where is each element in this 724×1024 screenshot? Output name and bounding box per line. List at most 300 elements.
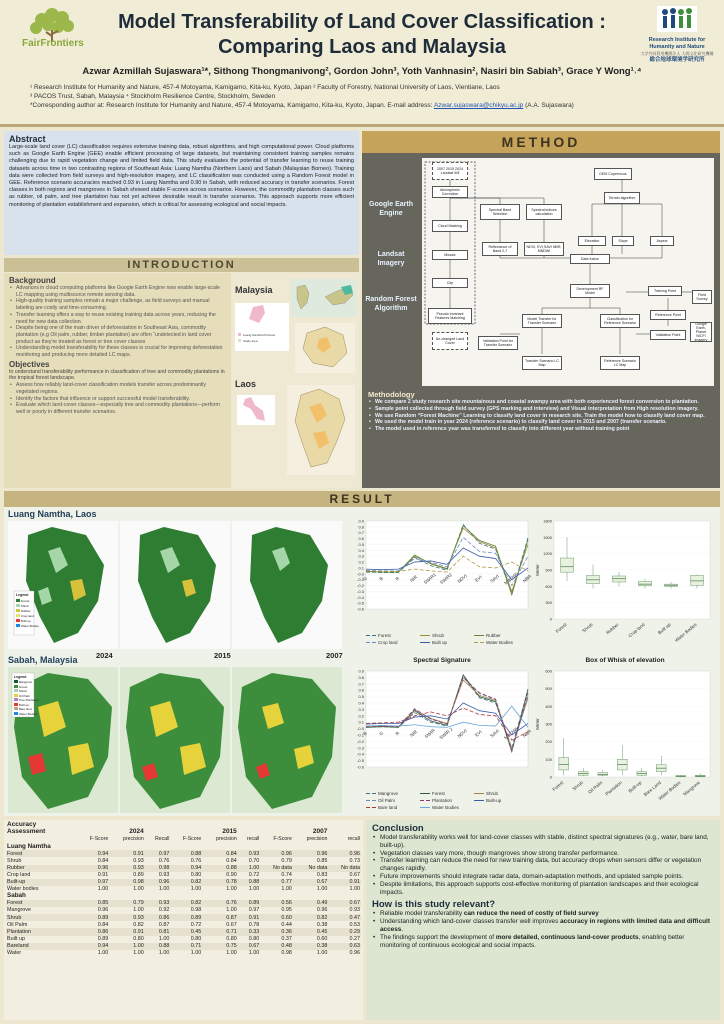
table-cell: 0.88 bbox=[158, 942, 170, 949]
table-cell: 0.86 bbox=[158, 914, 170, 921]
table-cell bbox=[77, 829, 109, 836]
flow-box-reference-map: Reference Scenario LC Map bbox=[600, 356, 640, 370]
table-row bbox=[6, 914, 361, 921]
table-cell: 0.85 bbox=[97, 900, 109, 907]
x-tick-label: SAVI bbox=[489, 728, 501, 739]
y-tick-label: 1800 bbox=[543, 518, 552, 524]
corresponding-text: *Corresponding author at: Research Institute for Humanity and Nature, 457-4 Motoyama, Kamigamo, Kita-ku, Kyoto, Japan. E-mail address: bbox=[30, 102, 433, 109]
table-cell: 0.67 bbox=[316, 879, 328, 886]
x-tick-label: G bbox=[362, 575, 368, 582]
table-cell: 0.80 bbox=[248, 935, 260, 942]
table-cell: 0.93 bbox=[133, 864, 144, 871]
table-cell: 0.63 bbox=[349, 942, 360, 949]
relevance-heading: How is this study relevant? bbox=[372, 899, 495, 911]
objective-item: • Assess how reliably land-cover classification models transfer across predominantly vegetated regions. bbox=[9, 382, 226, 395]
legend-forest: Forest bbox=[14, 685, 39, 690]
sabah-location-map bbox=[235, 303, 289, 351]
sabah-legend bbox=[14, 680, 39, 716]
table-cell: 0.96 bbox=[316, 907, 328, 914]
table-cell: 0.73 bbox=[349, 857, 360, 864]
table-cell: F-Score bbox=[182, 836, 202, 843]
accuracy-table-section bbox=[4, 820, 363, 1020]
legend-label: Oil Palm bbox=[378, 798, 396, 803]
legend-crop-land: Crop land bbox=[16, 614, 39, 619]
y-tick-label: -0.3 bbox=[357, 745, 364, 751]
legend-water: Water Bodies bbox=[16, 624, 39, 629]
table-cell: 1.00 bbox=[226, 949, 237, 956]
table-cell: 0.45 bbox=[190, 928, 202, 935]
y-tick-label: 0.6 bbox=[358, 536, 364, 542]
table-cell: No data bbox=[341, 864, 360, 871]
legend-label: Plantation bbox=[432, 798, 453, 803]
x-tick-label: Shrub bbox=[571, 779, 584, 792]
x-tick-label: EVI bbox=[474, 574, 483, 583]
x-tick-label: NBR bbox=[521, 573, 533, 584]
table-cell: 0.91 bbox=[248, 914, 260, 921]
laos-legend bbox=[16, 599, 39, 629]
table-cell: 0.98 bbox=[158, 864, 170, 871]
table-cell: 0.85 bbox=[316, 857, 328, 864]
y-tick-label: 0.8 bbox=[358, 674, 364, 680]
table-cell: 0.93 bbox=[133, 857, 144, 864]
table-cell: 0.93 bbox=[349, 907, 360, 914]
y-tick-label: -0.3 bbox=[357, 588, 364, 594]
table-cell: 0.95 bbox=[281, 907, 292, 914]
table-cell: 1.00 bbox=[97, 949, 109, 956]
y-tick-label: 1200 bbox=[543, 551, 552, 557]
table-cell: 2024 bbox=[129, 828, 144, 836]
x-tick-label: G bbox=[378, 730, 385, 737]
table-cell: 0.67 bbox=[349, 900, 360, 907]
conclusion-list bbox=[372, 834, 714, 896]
x-tick-label: Bare Land bbox=[642, 779, 662, 798]
table-cell: 0.47 bbox=[349, 914, 360, 921]
method-section bbox=[362, 153, 720, 488]
table-cell: 0.79 bbox=[281, 857, 292, 864]
year-2007: 2007 bbox=[326, 651, 343, 660]
y-tick-label: 600 bbox=[545, 583, 552, 589]
flow-box-hires-imagery: Google Earth, Planet NICFI imagery bbox=[690, 322, 712, 342]
table-cell: 0.96 bbox=[316, 850, 328, 857]
legend-label: Crop land bbox=[378, 640, 398, 645]
laos-map-2015 bbox=[120, 521, 230, 649]
table-cell: 1.00 bbox=[248, 949, 260, 956]
table-cell: Water bbox=[7, 949, 22, 956]
flow-box-slope: Slope bbox=[612, 236, 634, 246]
table-row bbox=[6, 950, 361, 957]
y-tick-label: 400 bbox=[545, 703, 552, 709]
x-tick-label: NBR bbox=[521, 728, 533, 739]
objectives-list bbox=[9, 382, 226, 416]
y-tick-label: 0.7 bbox=[358, 681, 364, 687]
y-tick-label: -0.6 bbox=[357, 764, 364, 770]
fairfrontiers-tree-logo-icon bbox=[8, 6, 108, 68]
poster-header bbox=[0, 0, 724, 124]
x-tick-label: Rubber bbox=[605, 621, 620, 636]
y-tick-label: 0.4 bbox=[358, 700, 364, 706]
table-cell: 0.96 bbox=[349, 949, 360, 956]
laos-spectral-signature-chart bbox=[350, 515, 534, 655]
table-cell: 1.00 bbox=[133, 907, 144, 914]
sabah-results-heading: Sabah, Malaysia bbox=[8, 655, 78, 665]
legend-built-up: Built up bbox=[14, 703, 39, 708]
table-row bbox=[6, 879, 361, 886]
conclusion-item: • Despite limitations, this approach supports cost-effective monitoring of plantation landscapes and their ecological impacts. bbox=[372, 881, 714, 897]
table-cell: 0.80 bbox=[226, 935, 237, 942]
table-cell: Rubber bbox=[7, 864, 25, 871]
table-cell: 0.98 bbox=[281, 949, 292, 956]
conclusion-section bbox=[366, 820, 720, 1020]
y-tick-label: 0.6 bbox=[358, 687, 364, 693]
table-cell: 0.82 bbox=[190, 900, 202, 907]
plot-area bbox=[366, 521, 528, 609]
y-axis-label: Meter bbox=[535, 718, 540, 730]
rihn-line-1: Research Institute for bbox=[648, 37, 706, 43]
result-section bbox=[4, 507, 720, 816]
objectives-intro: to understand transferability performance in classification of tree and commodity plantations in the tropical forest landscape. bbox=[9, 368, 225, 382]
table-cell: 0.89 bbox=[133, 871, 144, 878]
table-cell: 0.96 bbox=[97, 864, 109, 871]
luang-namtha-map bbox=[287, 385, 355, 475]
legend-label: Bare land bbox=[378, 805, 398, 810]
legend-shrub: Shrub bbox=[16, 604, 39, 609]
table-cell: Recall bbox=[154, 836, 170, 843]
x-tick-label: EVI bbox=[474, 729, 483, 738]
flow-box-spectral-band: Spectral Band Selection bbox=[480, 204, 520, 220]
y-tick-label: 0.9 bbox=[358, 518, 364, 524]
email-link[interactable]: Azwar.sujaswara@chikyu.ac.jp bbox=[433, 102, 524, 109]
x-tick-label: Forest bbox=[554, 621, 568, 634]
table-cell: 0.44 bbox=[281, 921, 292, 928]
table-cell: 0.92 bbox=[158, 907, 170, 914]
table-cell bbox=[170, 829, 202, 836]
table-cell: Shrub bbox=[7, 857, 22, 864]
table-cell: 0.84 bbox=[226, 850, 237, 857]
table-cell: 1.00 bbox=[281, 886, 292, 893]
laos-map-2024 bbox=[8, 521, 118, 649]
y-tick-label: 0.3 bbox=[358, 553, 364, 559]
flow-box-model-transfer: Model Transfer for Transfer Scenario bbox=[522, 314, 562, 328]
title-line-1: Model Transferability of Land Cover Classification : bbox=[118, 11, 606, 33]
table-cell: 0.94 bbox=[97, 942, 109, 949]
table-cell: 1.00 bbox=[226, 907, 237, 914]
methodology-text bbox=[368, 390, 714, 433]
year-2015: 2015 bbox=[214, 651, 231, 660]
x-tick-label: B bbox=[378, 575, 384, 582]
table-cell: 0.90 bbox=[226, 871, 237, 878]
methodology-item: • We compare 2 study research site mountainous and coastal swampy area with both experienced forest conversion to plantation. bbox=[368, 399, 714, 406]
table-cell: 0.37 bbox=[281, 935, 292, 942]
study-area-maps bbox=[231, 273, 359, 488]
table-cell: 0.80 bbox=[190, 871, 202, 878]
y-tick-label: -0.2 bbox=[357, 583, 364, 589]
author-list: Azwar Azmillah Sujaswara¹*, Sithong Thongmanivong², Gordon John³, Yoth Vanhnasin², Nasiri bin Sabiah³, Grace Y Wong¹˒⁴ bbox=[82, 66, 642, 77]
x-tick-label: R bbox=[394, 575, 401, 582]
relevance-item: • Reliable model transferability can reduce the need of costly of field survey bbox=[372, 910, 714, 918]
table-cell: 0.93 bbox=[158, 871, 170, 878]
table-cell: 0.96 bbox=[97, 907, 109, 914]
sabah-map-2024 bbox=[8, 667, 118, 813]
laos-map-2007 bbox=[232, 521, 342, 649]
table-cell: 0.98 bbox=[133, 879, 144, 886]
table-cell: Luang Namtha bbox=[7, 842, 51, 850]
legend-forest: Forest bbox=[16, 599, 39, 604]
table-cell: 0.53 bbox=[349, 921, 360, 928]
table-row bbox=[6, 893, 361, 900]
x-tick-label: Forest bbox=[551, 779, 565, 792]
x-tick-label: Water Bodies bbox=[657, 779, 682, 802]
legend-label: Shrub bbox=[486, 791, 499, 796]
table-cell: 1.00 bbox=[158, 886, 170, 893]
background-item: • Understanding model transferability for these classes is crucial for improving deforestation monitoring and producing more detailed LC maps. bbox=[9, 345, 226, 358]
x-tick-label: Crop land bbox=[627, 621, 646, 639]
rihn-line-4: 総合地球環境学研究所 bbox=[649, 57, 705, 63]
relevance-item: • The findings support the development of more detailed, continuous land-cover products, enabling better monitoring of continuous ecological and social impacts. bbox=[372, 934, 714, 950]
table-cell: 0.29 bbox=[349, 928, 360, 935]
x-tick-label: Water Bodies bbox=[673, 621, 698, 644]
table-cell: 0.98 bbox=[190, 907, 202, 914]
rihn-logo bbox=[636, 6, 718, 64]
y-tick-label: -0.2 bbox=[357, 738, 364, 744]
y-tick-label: -0.0 bbox=[357, 726, 364, 732]
y-tick-label: 0.9 bbox=[358, 668, 364, 674]
x-tick-label: NDVI bbox=[456, 728, 468, 739]
relevance-item: • Understanding which land-cover classes transfer well improves accuracy in regions with limited data and difficult access. bbox=[372, 918, 714, 934]
table-cell: Built-up bbox=[7, 879, 26, 886]
rihn-line-2: Humanity and Nature bbox=[649, 44, 705, 50]
table-row bbox=[6, 843, 361, 850]
y-tick-label: 0.2 bbox=[358, 559, 364, 565]
method-band: METHOD bbox=[362, 131, 720, 153]
table-cell: 0.87 bbox=[158, 921, 170, 928]
legend-oil-palm: Oil Palm bbox=[14, 694, 39, 699]
y-tick-label: 1500 bbox=[543, 534, 552, 540]
y-tick-label: -0.6 bbox=[357, 606, 364, 612]
table-cell: 1.00 bbox=[133, 949, 144, 956]
table-cell: 0.83 bbox=[316, 871, 328, 878]
fairfrontiers-logo-text: FairFrontiers bbox=[22, 38, 84, 49]
flow-box-development-rf: Development RF Model bbox=[570, 284, 610, 298]
y-tick-label: -0.4 bbox=[357, 594, 364, 600]
flow-box-dem: DEM Copernicus bbox=[594, 168, 632, 180]
conclusion-item: • Future improvements should integrate radar data, domain-adaptation methods, and updated sample points. bbox=[372, 873, 714, 881]
x-tick-label: MNDWI bbox=[503, 571, 519, 586]
legend-label: Built up bbox=[432, 640, 448, 645]
table-cell: Forest bbox=[7, 850, 23, 857]
y-tick-label: -0.4 bbox=[357, 751, 364, 757]
table-cell: recall bbox=[246, 836, 260, 843]
map-legend-text: Study area bbox=[243, 339, 258, 343]
table-cell: 0.82 bbox=[316, 914, 328, 921]
table-cell: 0.33 bbox=[248, 928, 260, 935]
table-cell bbox=[260, 829, 293, 836]
flow-box-cloud-masking: Cloud Masking bbox=[432, 220, 468, 232]
table-cell: Oil Palm bbox=[7, 921, 28, 928]
methodology-list bbox=[368, 399, 714, 433]
box bbox=[691, 575, 704, 585]
y-tick-label: -0.1 bbox=[357, 577, 364, 583]
conclusion-heading: Conclusion bbox=[372, 823, 424, 834]
table-cell: No data bbox=[272, 864, 292, 871]
abstract-text: Large-scale land cover (LC) classification requires extensive training data, robust algorithms, and high computational power. Cloud platforms such as Google Earth Engine (GEE) enable efficient processing of large datasets, but maintaining consistent training samples remains challenging due to rapid vegetation change and limited field data. This study evaluates the potential of transfer learning to reuse training datasets across time in two contrasting regions of Southeast Asia: Luang Namtha (Northern Laos) and Sabah (Malaysian Borneo). Training data were collected from field surveys and high-resolution imagery, and LC classification was conducted using a Random Forest model in GEE. Reference scenario accuracies reached 0.93 in Luang Namtha and 0.90 in Sabah, with reduced accuracy in transfer scenarios. Forest classes in both regions and mangroves in Sabah showed stable F-scores across scenarios. However, the commodity plantation classes such as rubber, oil palm, and tree plantation has not yet achieve desirable result in transfer scenarios. This approach supports more efficient monitoring of plantation establishment and expansion, which is critical for assessing ecological and social impacts. bbox=[9, 144, 354, 208]
table-cell: 0.72 bbox=[190, 921, 202, 928]
table-cell: 0.84 bbox=[226, 857, 237, 864]
table-cell: 0.96 bbox=[281, 850, 292, 857]
y-tick-label: 0 bbox=[549, 774, 552, 780]
methodology-item: • Sample point collected through field survey (GPS marking and interview) and Visual interpretation from High resolution imagery. bbox=[368, 406, 714, 413]
table-cell: 1.00 bbox=[248, 864, 260, 871]
flow-box-landsat: 2007 2015 2024 Landsat 5/8 bbox=[432, 162, 468, 180]
background-list bbox=[9, 285, 226, 359]
table-cell: 0.76 bbox=[158, 857, 170, 864]
laos-elevation-boxplot bbox=[534, 515, 716, 655]
table-cell: 0.84 bbox=[97, 857, 109, 864]
table-row bbox=[6, 850, 361, 857]
flow-box-mosaic: Mosaic bbox=[432, 250, 468, 260]
table-cell bbox=[238, 829, 260, 836]
table-cell: 0.67 bbox=[349, 871, 360, 878]
x-tick-label: SWIR 2 bbox=[438, 726, 454, 741]
objective-item: • Identify the factors that influence or support successful model transferability. bbox=[9, 396, 226, 403]
legend-label: Forest bbox=[432, 791, 445, 796]
table-cell: Plantation bbox=[7, 928, 31, 935]
table-cell: Assessment bbox=[7, 828, 46, 836]
y-tick-label: -0.0 bbox=[357, 571, 364, 577]
table-cell: 0.71 bbox=[226, 928, 237, 935]
table-cell: 0.86 bbox=[97, 928, 109, 935]
y-tick-label: 0.3 bbox=[358, 706, 364, 712]
methodology-item: • The model used in reference year was transferred to classify into different year without training point bbox=[368, 426, 714, 433]
conclusion-item: • Transfer learning can reduce the need for new training data, but accuracy drops when sensors differ or vegetation changes rapidly. bbox=[372, 857, 714, 873]
table-cell: Mangrove bbox=[7, 907, 31, 914]
table-cell: 0.84 bbox=[97, 921, 109, 928]
table-cell: 0.74 bbox=[281, 871, 292, 878]
table-cell: 0.96 bbox=[158, 879, 170, 886]
table-cell: 0.93 bbox=[248, 850, 260, 857]
legend-bare-land: Bare land bbox=[14, 707, 39, 712]
table-cell: Crop land bbox=[7, 871, 31, 878]
table-cell: 0.76 bbox=[226, 900, 237, 907]
table-cell: 0.96 bbox=[349, 850, 360, 857]
table-row bbox=[6, 900, 361, 907]
table-cell: 0.70 bbox=[248, 857, 260, 864]
legend-title: Legend bbox=[16, 593, 29, 597]
box bbox=[559, 758, 569, 770]
table-cell: 0.91 bbox=[349, 879, 360, 886]
laos-overview-map bbox=[237, 395, 275, 425]
table-cell: precision bbox=[306, 836, 328, 843]
table-row bbox=[6, 872, 361, 879]
table-cell: 0.89 bbox=[248, 900, 260, 907]
affiliation-line-1: ¹ Research Institute for Humanity and Nature, 457-4 Motoyama, Kamigamo, Kita-ku, Kyoto, Japan ² Faculty of Forestry, National University of Laos, Vientiane, Laos bbox=[30, 84, 500, 91]
table-cell: 0.67 bbox=[226, 921, 237, 928]
y-tick-label: 300 bbox=[545, 721, 552, 727]
background-heading: Background bbox=[9, 276, 56, 285]
table-cell: Bareland bbox=[7, 942, 29, 949]
x-tick-label: SWIR1 bbox=[422, 572, 437, 586]
background-item: • High-quality training samples remain a major challenge, as field surveys and manual labeling are costly and time-consuming. bbox=[9, 298, 226, 311]
table-cell: 0.60 bbox=[281, 914, 292, 921]
corresponding-suffix: (A.A. Sujaswara) bbox=[525, 102, 574, 109]
table-cell: 0.67 bbox=[248, 942, 260, 949]
random-forest-label: Random Forest Algorithm bbox=[365, 296, 417, 312]
y-tick-label: -0.1 bbox=[357, 732, 364, 738]
table-cell: 0.77 bbox=[281, 879, 292, 886]
y-tick-label: 0.8 bbox=[358, 524, 364, 530]
table-cell: 0.60 bbox=[316, 935, 328, 942]
table-cell: 1.00 bbox=[133, 886, 144, 893]
table-cell: 0.97 bbox=[248, 907, 260, 914]
table-row bbox=[6, 836, 361, 843]
flow-box-training-point: Training Point bbox=[648, 286, 682, 296]
y-tick-label: 0 bbox=[549, 616, 552, 622]
flow-box-spectral-indices: Spectral indices calculation bbox=[526, 204, 562, 220]
legend-label: Rubber bbox=[486, 633, 501, 638]
table-row bbox=[6, 822, 361, 829]
gee-label: Google Earth Engine bbox=[369, 201, 413, 217]
flow-box-reference-point: Reference Point bbox=[650, 310, 686, 320]
flow-box-elevation: Elevation bbox=[578, 236, 606, 246]
table-cell: recall bbox=[347, 836, 360, 843]
table-cell: 0.97 bbox=[158, 850, 170, 857]
legend-label: Shrub bbox=[432, 633, 445, 638]
affiliations bbox=[30, 83, 710, 110]
background-item: • Advances in cloud computing platforms like Google Earth Engine now enable large-scale LC mapping using multisource remote sensing data. bbox=[9, 285, 226, 298]
objective-item: • Evaluate which land-cover classes—especially tree and commodity plantations—perform well or poorly in different transfer scenarios. bbox=[9, 402, 226, 415]
conclusion-item: • Vegetation classes vary more, though mangroves show strong transfer performance. bbox=[372, 850, 714, 858]
flow-box-transfer-map: Transfer Scenario LC Map bbox=[522, 356, 562, 370]
y-tick-label: 0.5 bbox=[358, 541, 364, 547]
y-tick-label: 200 bbox=[545, 739, 552, 745]
table-cell: 1.00 bbox=[133, 942, 144, 949]
table-cell: 1.00 bbox=[190, 886, 202, 893]
flow-box-unchanged-lc: Un-changed Land Cover bbox=[432, 332, 468, 350]
x-tick-label: R bbox=[394, 730, 401, 737]
sabah-detail-map bbox=[295, 323, 355, 373]
x-tick-label: B bbox=[362, 730, 368, 737]
corresponding-author bbox=[30, 101, 710, 110]
table-cell: 1.00 bbox=[158, 949, 170, 956]
x-tick-label: NIR bbox=[409, 574, 419, 584]
x-tick-label: SWIR2 bbox=[438, 572, 454, 586]
flow-box-classification-reference: Classification for Reference Scenario bbox=[600, 314, 640, 328]
sabah-map-2015 bbox=[120, 667, 230, 813]
x-tick-label: SAVI bbox=[489, 573, 501, 584]
table-cell: 0.89 bbox=[97, 914, 109, 921]
y-tick-label: 500 bbox=[545, 686, 552, 692]
y-tick-label: 300 bbox=[545, 600, 552, 606]
table-cell: 0.80 bbox=[133, 935, 144, 942]
table-row bbox=[6, 857, 361, 864]
objectives-heading: Objectives bbox=[9, 359, 50, 369]
table-cell: 0.56 bbox=[281, 900, 292, 907]
table-cell: 0.36 bbox=[281, 928, 292, 935]
legend-mangrove: Mangrove bbox=[14, 680, 39, 685]
result-band: RESULT bbox=[4, 491, 720, 507]
table-cell: 0.38 bbox=[316, 921, 328, 928]
table-cell: 0.78 bbox=[248, 921, 260, 928]
table-cell: 0.91 bbox=[97, 871, 109, 878]
table-cell: 0.88 bbox=[248, 879, 260, 886]
legend-water: Water Bodies bbox=[14, 712, 39, 717]
table-cell: precision bbox=[123, 836, 144, 843]
x-tick-label: MNDWI bbox=[503, 726, 519, 741]
legend-title: Legend bbox=[14, 675, 27, 679]
table-cell: 1.00 bbox=[316, 949, 328, 956]
x-tick-label: Mangrove bbox=[682, 779, 701, 797]
flow-box-indices-list: NDVI, EVI,SAVI NBR, MNDWI bbox=[524, 242, 564, 256]
legend-label: Water Bodies bbox=[432, 805, 459, 810]
